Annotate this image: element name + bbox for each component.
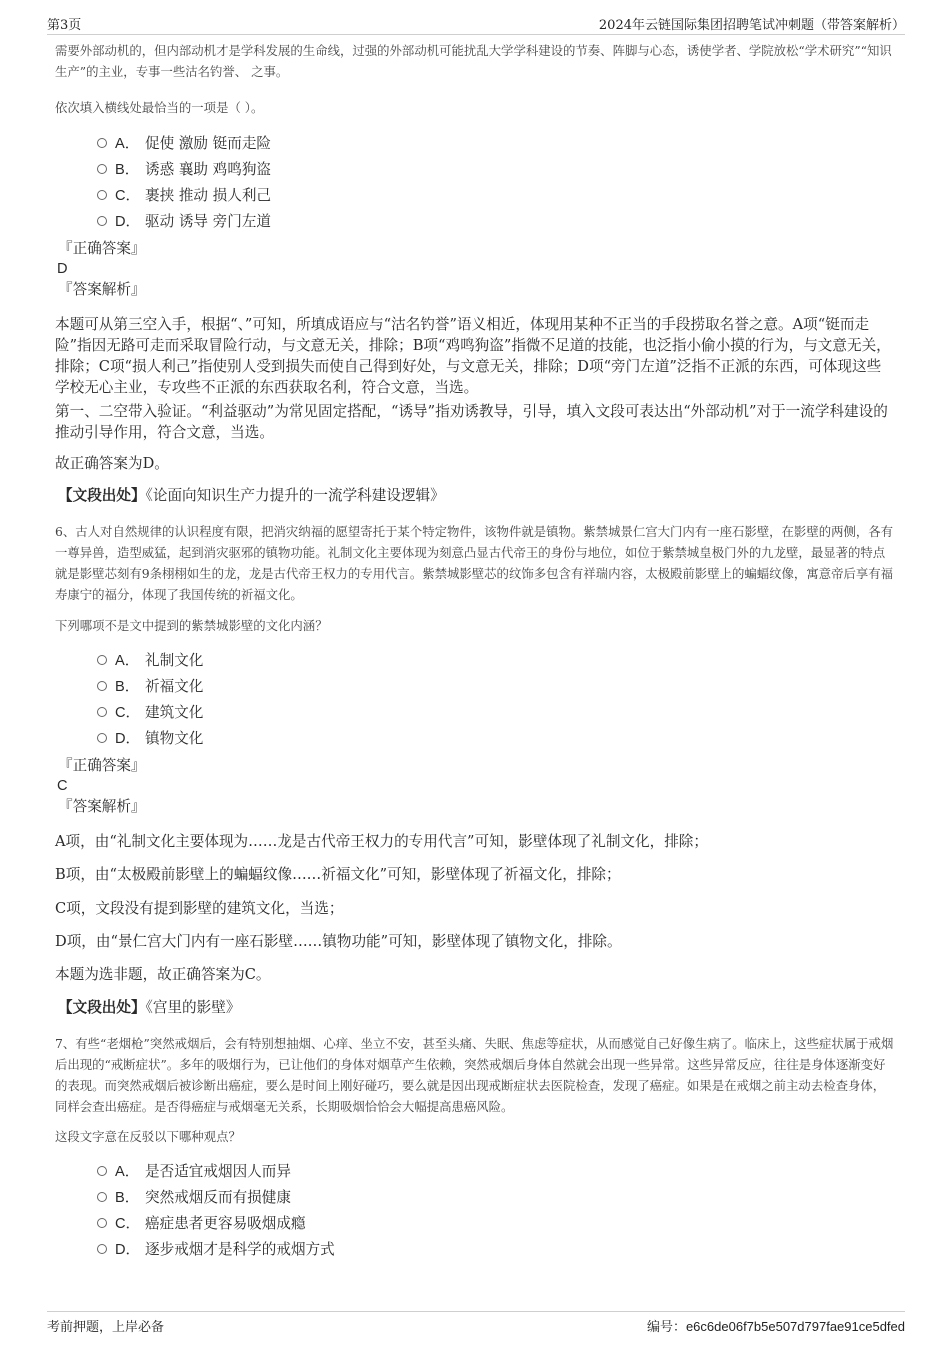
radio-icon[interactable]	[97, 733, 107, 743]
q6-answer: C	[57, 778, 68, 794]
q7-prompt: 这段文字意在反驳以下哪种观点？	[55, 1129, 241, 1144]
radio-icon[interactable]	[97, 707, 107, 717]
q6-option-b[interactable]: B． 祈福文化	[97, 677, 203, 697]
q7-option-b[interactable]: B． 突然戒烟反而有损健康	[97, 1188, 291, 1208]
q5-answer-label: 『正确答案』	[58, 240, 146, 257]
q6-analysis-label: 『答案解析』	[58, 798, 146, 815]
q7-option-a[interactable]: A． 是否适宜戒烟因人而异	[97, 1162, 291, 1182]
q6-analysis-2: B项，由“太极殿前影壁上的蝙蝠纹像……祈福文化”可知，影壁体现了祈福文化，排除；	[55, 866, 621, 883]
q6-analysis-4: D项，由“景仁宫大门内有一座石影壁……镇物功能”可知，影壁体现了镇物文化，排除。	[55, 933, 622, 950]
q7-passage: 7、有些“老烟枪”突然戒烟后，会有特别想抽烟、心痒、坐立不安，甚至头痛、失眠、焦虑等症状，从而感觉自己好像生病了。临床上，这些症状属于戒烟后出现的“戒断症状”。多年的吸烟行为，已让他们的身体对烟草产生依赖，突然戒烟后身体自然就会出现一些异常。这些异常反应，往往是身体逐渐变好的表现。而突然戒烟后被诊断出癌症，要么是时间上刚好碰巧，要么就是因出现戒断症状去医院检查，发现了癌症。如果是在戒烟之前主动去检查身体，同样会查出癌症。是否得癌症与戒烟毫无关系，长期吸烟恰恰会大幅提高患癌风险。	[55, 1036, 894, 1114]
radio-icon[interactable]	[97, 164, 107, 174]
q6-option-a[interactable]: A． 礼制文化	[97, 651, 203, 671]
radio-icon[interactable]	[97, 655, 107, 665]
q6-passage: 6、古人对自然规律的认识程度有限，把消灾纳福的愿望寄托于某个特定物件，该物件就是镇物。紫禁城景仁宫大门内有一座石影壁，在影壁的两侧，各有一尊异兽，造型威猛，起到消灾驱邪的镇物功能。礼制文化主要体现为刻意凸显古代帝王的身份与地位，如位于紫禁城皇极门外的九龙壁，最显著的特点就是影壁芯刻有9条栩栩如生的龙，龙是古代帝王权力的专用代言。紫禁城影壁芯的纹饰多包含有祥瑞内容，太极殿前影壁上的蝙蝠纹像，寓意帝后享有福寿康宁的福分，体现了我国传统的祈福文化。	[55, 524, 894, 602]
document-title: 2024年云链国际集团招聘笔试冲刺题（带答案解析）	[598, 18, 905, 33]
q6-option-d[interactable]: D． 镇物文化	[97, 729, 203, 749]
radio-icon[interactable]	[97, 138, 107, 148]
page-header	[47, 14, 905, 35]
radio-icon[interactable]	[97, 216, 107, 226]
q7-option-c[interactable]: C． 癌症患者更容易吸烟成瘾	[97, 1214, 306, 1234]
q6-option-c[interactable]: C． 建筑文化	[97, 703, 203, 723]
q6-analysis-5: 本题为选非题，故正确答案为C。	[55, 966, 271, 983]
radio-icon[interactable]	[97, 681, 107, 691]
q5-option-b[interactable]: B． 诱惑 襄助 鸡鸣狗盗	[97, 160, 271, 180]
q5-analysis-1: 本题可从第三空入手，根据“、”可知，所填成语应与“沽名钓誉”语义相近，体现用某种不正当的手段捞取名誉之意。A项“铤而走险”指因无路可走而采取冒险行动，与文意无关，排除；B项“鸡鸣狗盗”指微不足道的技能，也泛指小偷小摸的行为，与文意无关，排除；C项“损人利己”指使别人受到损失而使自己得到好处，与文意无关，排除；D项“旁门左道”泛指不正派的东西，可体现这些学校无心主业，专攻些不正派的东西获取名利，符合文意，当选。	[55, 316, 891, 396]
radio-icon[interactable]	[97, 1192, 107, 1202]
q5-passage: 需要外部动机的，但内部动机才是学科发展的生命线，过强的外部动机可能扰乱大学学科建设的节奏、阵脚与心态，诱使学者、学院放松“学术研究”“知识生产”的主业，专事一些沽名钓誉、 之事。	[55, 43, 892, 79]
q5-analysis-3: 故正确答案为D。	[55, 455, 169, 472]
radio-icon[interactable]	[97, 1244, 107, 1254]
q5-option-a[interactable]: A． 促使 激励 铤而走险	[97, 134, 271, 154]
page-footer	[47, 1311, 905, 1338]
q6-prompt: 下列哪项不是文中提到的紫禁城影壁的文化内涵？	[55, 618, 328, 633]
page-number: 第3页	[47, 18, 82, 33]
q6-source: 【文段出处】《宫里的影壁》	[58, 999, 241, 1016]
q7-option-d[interactable]: D． 逐步戒烟才是科学的戒烟方式	[97, 1240, 335, 1260]
q6-answer-label: 『正确答案』	[58, 757, 146, 774]
q6-analysis-3: C项，文段没有提到影壁的建筑文化，当选；	[55, 900, 344, 917]
radio-icon[interactable]	[97, 190, 107, 200]
q6-analysis-1: A项，由“礼制文化主要体现为……龙是古代帝王权力的专用代言”可知，影壁体现了礼制文化，排除；	[55, 833, 708, 850]
q5-option-d[interactable]: D． 驱动 诱导 旁门左道	[97, 212, 271, 232]
radio-icon[interactable]	[97, 1166, 107, 1176]
q5-option-c[interactable]: C． 裹挟 推动 损人利己	[97, 186, 271, 206]
document-code: 编号：e6c6de06f7b5e507d797fae91ce5dfed	[646, 1319, 905, 1335]
q5-answer: D	[57, 261, 68, 277]
radio-icon[interactable]	[97, 1218, 107, 1228]
q5-source: 【文段出处】《论面向知识生产力提升的一流学科建设逻辑》	[58, 487, 445, 504]
q5-analysis-label: 『答案解析』	[58, 281, 146, 298]
footer-slogan: 考前押题，上岸必备	[47, 1320, 165, 1335]
q5-analysis-2: 第一、二空带入验证。“利益驱动”为常见固定搭配，“诱导”指劝诱教导，引导，填入文段可表达出“外部动机”对于一流学科建设的推动引导作用，符合文意，当选。	[55, 403, 888, 441]
q5-prompt: 依次填入横线处最恰当的一项是（ ）。	[55, 100, 264, 115]
